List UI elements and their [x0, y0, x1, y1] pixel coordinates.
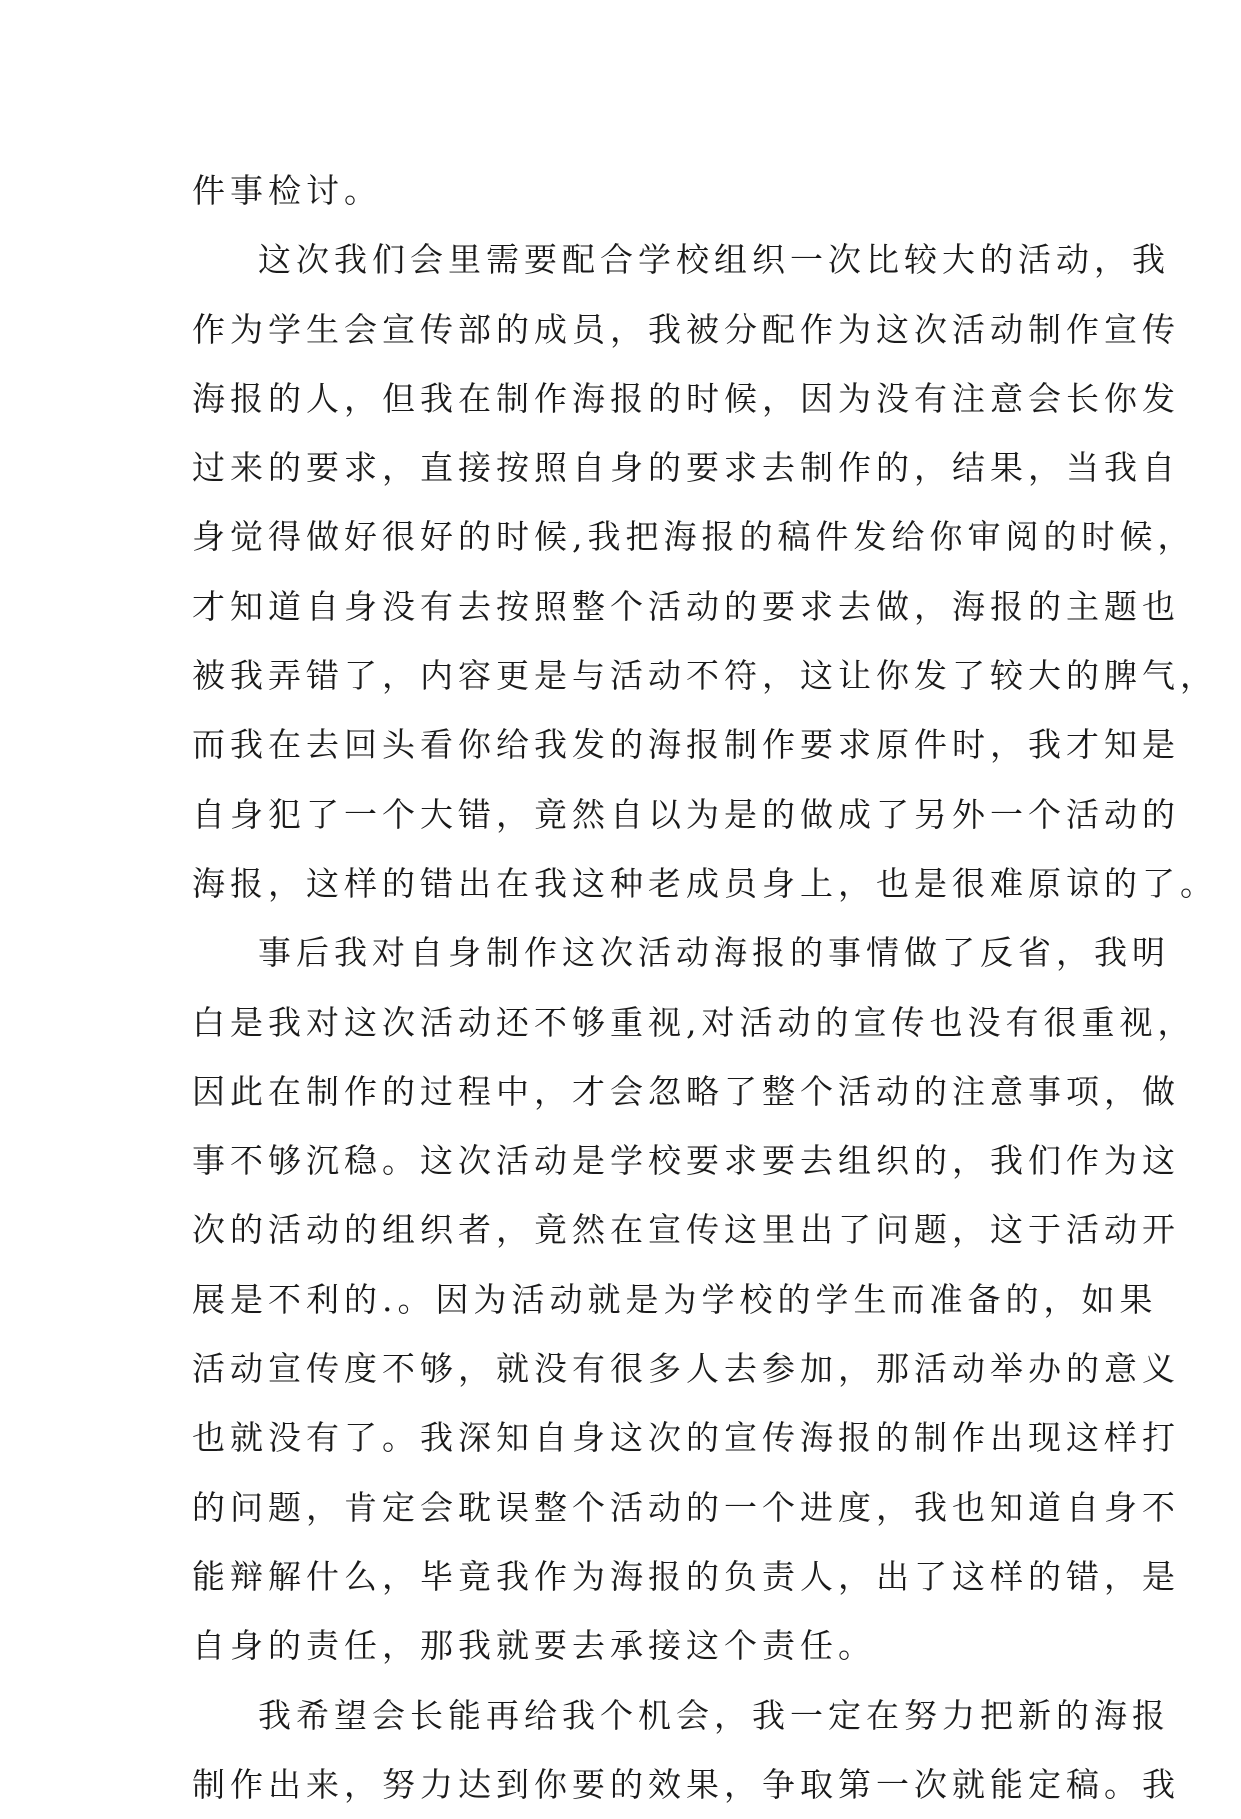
- text-line: 才知道自身没有去按照整个活动的要求去做，海报的主题也: [192, 586, 1180, 626]
- text-line: 被我弄错了，内容更是与活动不符，这让你发了较大的脾气，: [192, 656, 1218, 696]
- text-line: 身觉得做好很好的时候,我把海报的稿件发给你审阅的时候，: [192, 517, 1196, 557]
- text-line: 自身犯了一个大错，竟然自以为是的做成了另外一个活动的: [192, 794, 1180, 834]
- text-line: 能辩解什么，毕竟我作为海报的负责人，出了这样的错，是: [192, 1556, 1180, 1596]
- text-line: 次的活动的组织者，竟然在宣传这里出了问题，这于活动开: [192, 1210, 1180, 1250]
- text-line: 海报的人，但我在制作海报的时候，因为没有注意会长你发: [192, 378, 1180, 418]
- paragraph-first-line: 我希望会长能再给我个机会，我一定在努力把新的海报: [258, 1695, 1170, 1735]
- text-line: 白是我对这次活动还不够重视,对活动的宣传也没有很重视，: [192, 1002, 1196, 1042]
- text-line: 海报，这样的错出在我这种老成员身上，也是很难原谅的了。: [192, 863, 1218, 903]
- text-line: 过来的要求，直接按照自身的要求去制作的，结果，当我自: [192, 448, 1180, 488]
- text-line: 展是不利的.。因为活动就是为学校的学生而准备的，如果: [192, 1279, 1158, 1319]
- text-line: 件事检讨。: [192, 171, 382, 210]
- text-line: 因此在制作的过程中，才会忽略了整个活动的注意事项，做: [192, 1071, 1180, 1111]
- text-line: 作为学生会宣传部的成员，我被分配作为这次活动制作宣传: [192, 309, 1180, 349]
- text-line: 的问题，肯定会耽误整个活动的一个进度，我也知道自身不: [192, 1487, 1180, 1527]
- document-body: [192, 156, 1218, 1819]
- text-line: 制作出来，努力达到你要的效果，争取第一次就能定稿。我: [192, 1764, 1180, 1804]
- text-line: 也就没有了。我深知自身这次的宣传海报的制作出现这样打: [192, 1418, 1180, 1458]
- paragraph-first-line: 这次我们会里需要配合学校组织一次比较大的活动，我: [258, 240, 1170, 280]
- text-line: 事不够沉稳。这次活动是学校要求要去组织的，我们作为这: [192, 1141, 1180, 1181]
- text-line: 自身的责任，那我就要去承接这个责任。: [192, 1626, 876, 1666]
- paragraph-first-line: 事后我对自身制作这次活动海报的事情做了反省，我明: [258, 933, 1170, 973]
- text-line: 活动宣传度不够，就没有很多人去参加，那活动举办的意义: [192, 1349, 1180, 1389]
- text-line: 而我在去回头看你给我发的海报制作要求原件时，我才知是: [192, 725, 1180, 765]
